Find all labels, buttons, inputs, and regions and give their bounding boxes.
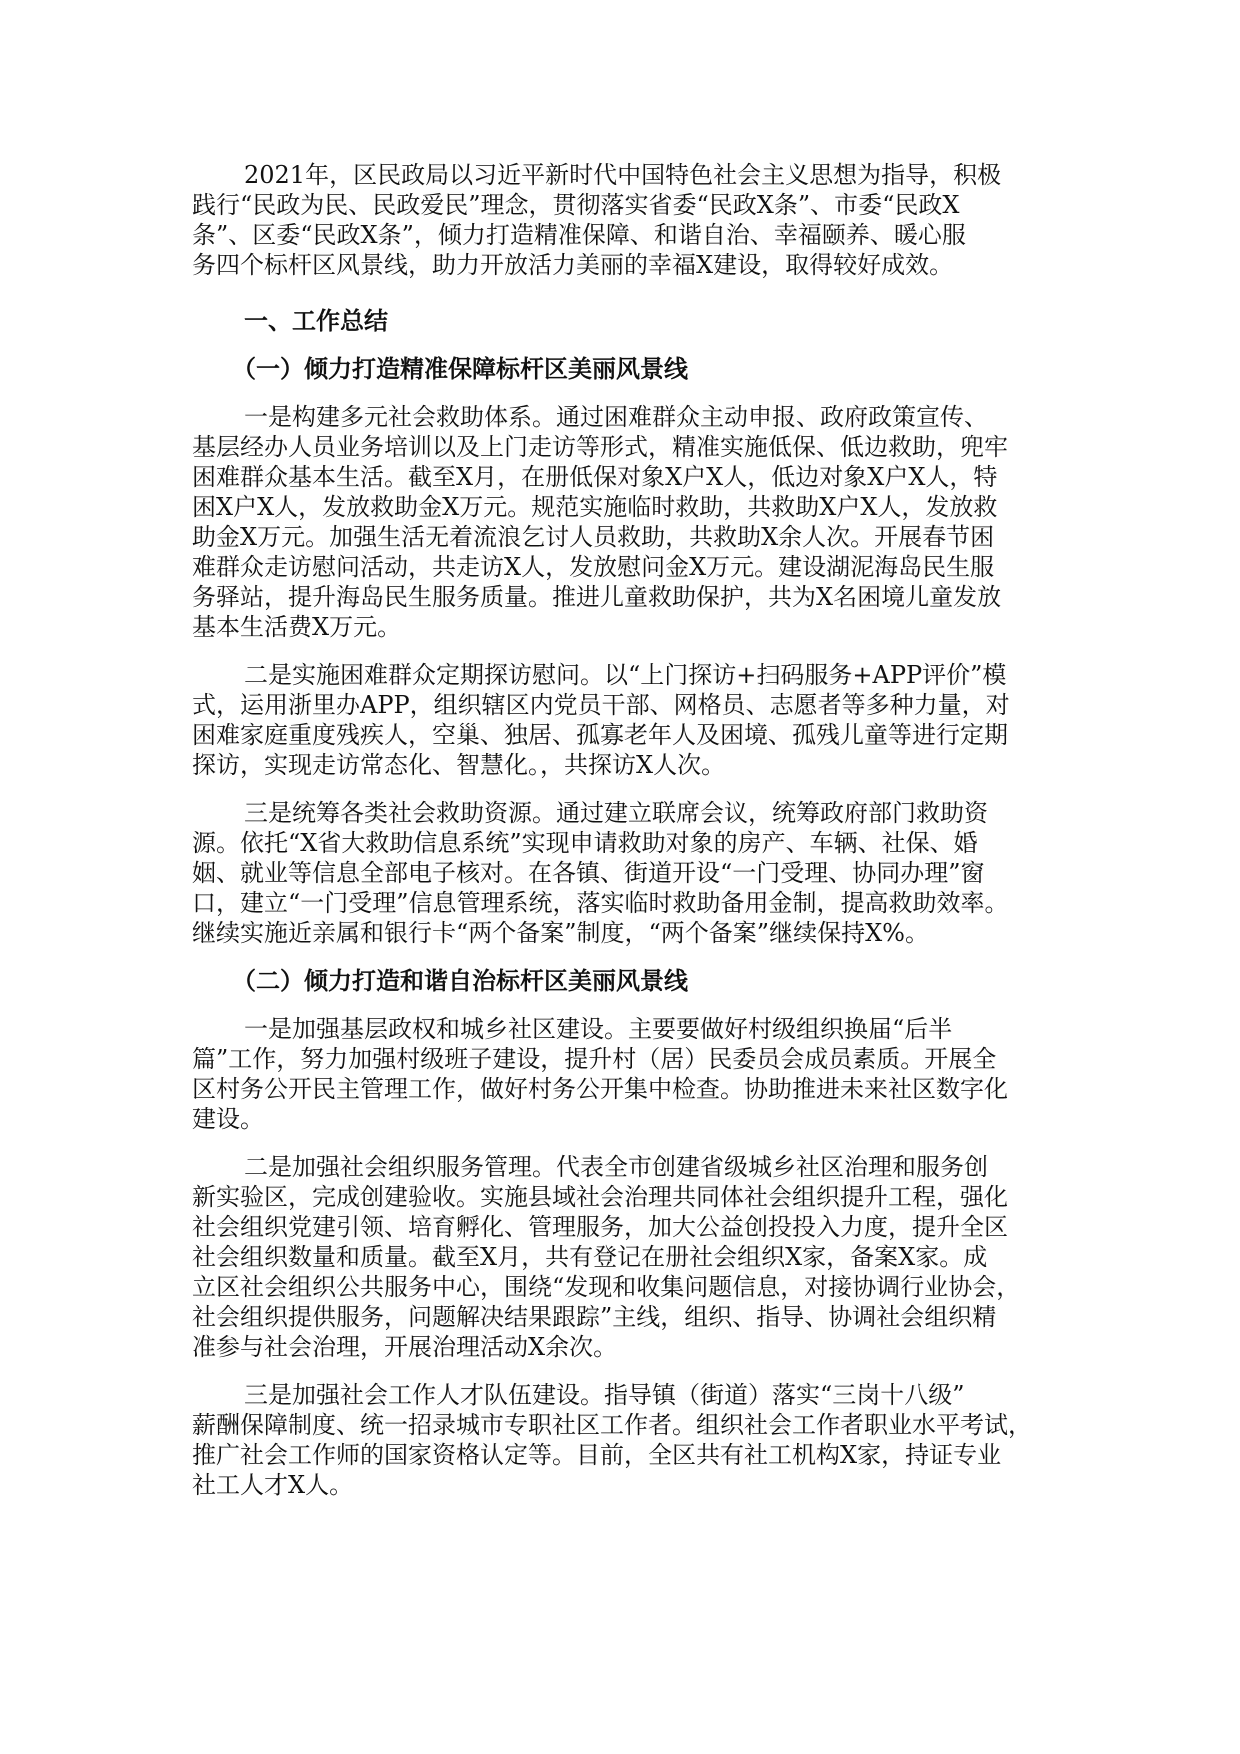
text-line: 推广社会工作师的国家资格认定等。目前，全区共有社工机构X家，持证专业 [192,1441,1002,1469]
text-line: 基本生活费X万元。 [192,613,402,641]
text-line: 新实验区，完成创建验收。实施县域社会治理共同体社会组织提升工程，强化 [192,1183,1008,1211]
text-line: 姻、就业等信息全部电子核对。在各镇、街道开设“一门受理、协同办理”窗 [192,859,985,887]
text-line: 一是加强基层政权和城乡社区建设。主要要做好村级组织换届“后半 [244,1015,953,1043]
text-line: 一是构建多元社会救助体系。通过困难群众主动申报、政府政策宣传、 [244,403,988,431]
text-line: 立区社会组织公共服务中心，围绕“发现和收集问题信息，对接协调行业协会， [192,1273,1021,1301]
text-line: 二是加强社会组织服务管理。代表全市创建省级城乡社区治理和服务创 [244,1153,988,1181]
text-line: 助金X万元。加强生活无着流浪乞讨人员救助，共救助X余人次。开展春节困 [192,523,995,551]
document-page [192,160,1062,1518]
text-line: 式，运用浙里办APP，组织辖区内党员干部、网格员、志愿者等多种力量，对 [192,691,1010,719]
text-line: 三是统筹各类社会救助资源。通过建立联席会议，统筹政府部门救助资 [244,799,988,827]
body-paragraph [192,1380,1062,1500]
subsection-heading: （二）倾力打造和谐自治标杆区美丽风景线 [232,967,688,995]
text-line: 区村务公开民主管理工作，做好村务公开集中检查。协助推进未来社区数字化 [192,1075,1008,1103]
body-paragraph [192,1152,1062,1362]
intro-paragraph [192,160,1062,280]
text-line: 难群众走访慰问活动，共走访X人，发放慰问金X万元。建设湖泥海岛民生服 [192,553,995,581]
text-line: 基层经办人员业务培训以及上门走访等形式，精准实施低保、低边救助，兜牢 [192,433,1008,461]
text-line: 践行“民政为民、民政爱民”理念，贯彻落实省委“民政X条”、市委“民政X [192,191,960,219]
text-line: 务驿站，提升海岛民生服务质量。推进儿童救助保护，共为X名困境儿童发放 [192,583,1002,611]
text-line: 社会组织提供服务，问题解决结果跟踪”主线，组织、指导、协调社会组织精 [192,1303,997,1331]
text-line: 条”、区委“民政X条”，倾力打造精准保障、和谐自治、幸福颐养、暖心服 [192,221,966,249]
text-line: 困X户X人，发放救助金X万元。规范实施临时救助，共救助X户X人，发放救 [192,493,998,521]
text-line: 社会组织党建引领、培育孵化、管理服务，加大公益创投投入力度，提升全区 [192,1213,1008,1241]
text-line: 建设。 [192,1105,264,1133]
text-line: 二是实施困难群众定期探访慰问。以“上门探访+扫码服务+APP评价”模 [244,661,1007,689]
text-line: 社工人才X人。 [192,1471,354,1499]
subsection-heading: （一）倾力打造精准保障标杆区美丽风景线 [232,355,688,383]
body-paragraph [192,1014,1062,1134]
text-line: 三是加强社会工作人才队伍建设。指导镇（街道）落实“三岗十八级” [244,1381,965,1409]
text-line: 源。依托“X省大救助信息系统”实现申请救助对象的房产、车辆、社保、婚 [192,829,978,857]
text-line: 困难群众基本生活。截至X月，在册低保对象X户X人，低边对象X户X人，特 [192,463,998,491]
text-line: 口，建立“一门受理”信息管理系统，落实临时救助备用金制，提高救助效率。 [192,889,1009,917]
body-paragraph [192,660,1062,780]
body-paragraph [192,402,1062,642]
text-line: 探访，实现走访常态化、智慧化。，共探访X人次。 [192,751,726,779]
text-line: 篇”工作，努力加强村级班子建设，提升村（居）民委员会成员素质。开展全 [192,1045,997,1073]
section-heading: 一、工作总结 [244,307,388,335]
text-line: 继续实施近亲属和银行卡“两个备案”制度，“两个备案”继续保持X%。 [192,919,929,947]
text-line: 困难家庭重度残疾人，空巢、独居、孤寡老年人及困境、孤残儿童等进行定期 [192,721,1008,749]
text-line: 2021年，区民政局以习近平新时代中国特色社会主义思想为指导，积极 [244,161,1002,189]
text-line: 薪酬保障制度、统一招录城市专职社区工作者。组织社会工作者职业水平考试， [192,1411,1032,1439]
text-line: 准参与社会治理，开展治理活动X余次。 [192,1333,618,1361]
body-paragraph [192,798,1062,948]
text-line: 社会组织数量和质量。截至X月，共有登记在册社会组织X家，备案X家。成 [192,1243,988,1271]
text-line: 务四个标杆区风景线，助力开放活力美丽的幸福X建设，取得较好成效。 [192,251,954,279]
